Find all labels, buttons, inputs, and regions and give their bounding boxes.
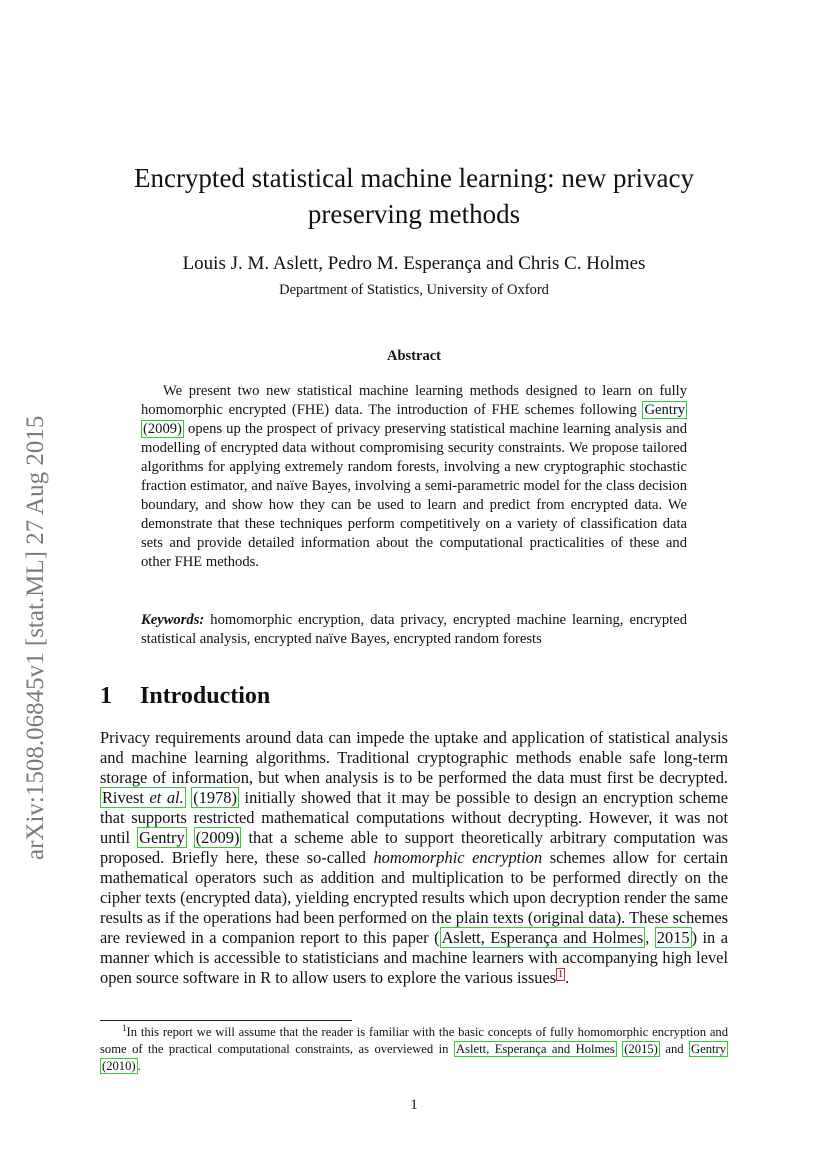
footnote-end: .	[137, 1059, 141, 1073]
title-line-1: Encrypted statistical machine learning: new privacy	[133, 163, 695, 193]
section-number: 1	[100, 683, 112, 709]
arxiv-stamp: arXiv:1508.06845v1 [stat.ML] 27 Aug 2015	[22, 415, 49, 860]
citation-link-gentry[interactable]: Gentry	[139, 828, 185, 847]
footnote-divider	[100, 1020, 352, 1021]
intro-text-6: .	[565, 968, 570, 987]
citation-author: Rivest	[102, 788, 144, 807]
abstract-part-1: We present two new statistical machine learning methods designed to learn on fully homomorphic encrypted (FHE) data. The introduction of FHE schemes following	[141, 383, 687, 418]
citation-link-aslett[interactable]: Aslett, Esperança and Holmes	[455, 1042, 615, 1056]
citation-etal: et al.	[149, 788, 184, 807]
intro-paragraph: Privacy requirements around data can impede the uptake and application of statistical analysis and machine learning algorithms. Traditional cryptographic methods enable safe long-term storage of information, but when analysis is to be performed the data must first be decrypted. Rivest et al. (1978) initially showed that it may be possible to design an encryption scheme that supports restricted mathematical computations without decrypting. However, it was not until Gentry (2009) that a scheme able to support theoretically arbitrary computation was proposed. Briefly here, these so-called homomorphic encryption schemes allow for certain mathematical operators such as addition and multiplication to be performed directly on the cipher texts (encrypted data), yielding encrypted results which upon decryption render the same results as if the operations had been performed on the plain texts (original data). These schemes are reviewed in a companion report to this paper ( Aslett, Esperança and Holmes , 2015 ) in a manner which is accessible to statisticians and machine learners with accompanying high level open source software in R to allow users to explore the various issues $^1$ .	[100, 728, 728, 987]
abstract-text	[141, 382, 687, 572]
title-line-2: preserving methods	[307, 199, 521, 229]
keywords-text: homomorphic encryption, data privacy, encrypted machine learning, encrypted statistical analysis, encrypted naïve Bayes, encrypted random forests	[141, 612, 687, 647]
intro-text-3: that a scheme able to support theoretically arbitrary computation was proposed. Briefly here, these so-called	[100, 828, 728, 867]
citation-link-gentry-year[interactable]: (2009)	[195, 828, 240, 847]
affiliation: Department of Statistics, University of Oxford	[279, 282, 549, 298]
abstract-part-2: opens up the prospect of privacy preserving statistical machine learning analysis and modelling of encrypted data without compromising security constraints. We propose tailored algorithms for applying extremely random forests, involving a new cryptographic stochastic fraction estimator, and naïve Bayes, involving a semi-parametric model for the class decision boundary, and show how they can be used to learn and predict from encrypted data. We demonstrate that these techniques perform competitively on a variety of classification data sets and provide detailed information about the computational practicalities of these and other FHE methods.	[141, 421, 687, 570]
intro-text-5: ) in a manner which is accessible to statisticians and machine learners with accompanying high level open source software in R to allow users to explore the various issues	[100, 928, 728, 987]
page-number: 1	[410, 1097, 418, 1113]
citation-link-gentry[interactable]: Gentry	[644, 402, 685, 418]
keywords	[141, 611, 687, 649]
footnote	[100, 1024, 728, 1075]
abstract-heading: Abstract	[387, 348, 441, 364]
intro-emphasis: homomorphic encryption	[373, 848, 543, 867]
keywords-label: Keywords:	[141, 612, 205, 628]
footnote-ref-link[interactable]: 1	[558, 968, 564, 980]
paper-title	[100, 160, 728, 232]
footnote-text: In this report we will assume that the reader is familiar with the basic concepts of fully homomorphic encryption and some of the practical computational constraints, as overviewed in	[100, 1025, 728, 1056]
authors: Louis J. M. Aslett, Pedro M. Esperança and Chris C. Holmes	[182, 253, 646, 274]
citation-link-aslett-year[interactable]: (2015)	[624, 1042, 658, 1056]
citation-link-aslett[interactable]: Aslett, Esperança and Holmes	[441, 928, 644, 947]
citation-link-gentry-year[interactable]: (2010)	[102, 1059, 136, 1073]
citation-link-gentry[interactable]: Gentry	[691, 1042, 727, 1056]
intro-text-1: Privacy requirements around data can impede the uptake and application of statistical analysis and machine learning algorithms. Traditional cryptographic methods enable safe long-term storage of information, but when analysis is to be performed the data must first be decrypted.	[100, 728, 728, 787]
footnote-and: and	[665, 1042, 684, 1056]
citation-link-gentry-year[interactable]: (2009)	[143, 421, 182, 437]
section-title: Introduction	[140, 683, 271, 709]
intro-text-2: initially showed that it may be possible to design an encryption scheme that supports restricted mathematical computations without decrypting. However, it was not until	[100, 788, 728, 847]
footnote-mark: 1	[122, 1022, 127, 1033]
citation-link-rivest-year[interactable]: (1978)	[193, 788, 237, 807]
citation-link-rivest[interactable]	[100, 787, 186, 808]
section-heading	[100, 683, 270, 710]
citation-link-aslett-year[interactable]: 2015	[656, 928, 690, 947]
intro-text-4: schemes allow for certain mathematical operators such as addition and multiplication to be performed directly on the cipher texts (encrypted data), yielding encrypted results which upon decryption render the same results as if the operations had been performed on the plain texts (original data). These schemes are reviewed in a companion report to this paper (	[100, 848, 728, 947]
